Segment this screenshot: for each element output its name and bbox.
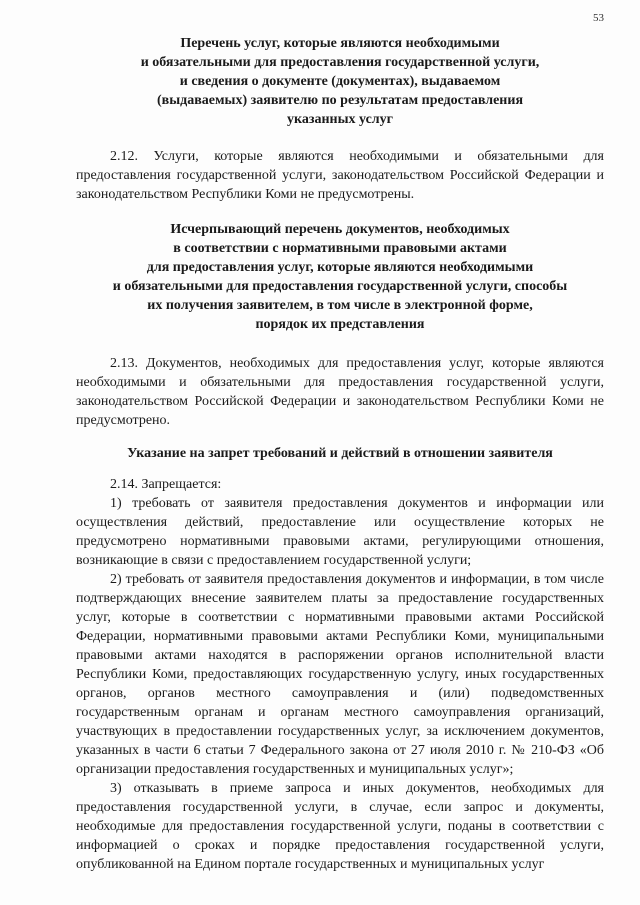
page-number: 53: [593, 12, 604, 24]
heading-line: и обязательными для предоставления государственной услуги, способы: [112, 279, 568, 294]
heading-line: и сведения о документе (документах), выдаваемом: [179, 74, 501, 89]
section-heading-services-list: [76, 34, 604, 129]
page-content: [76, 34, 604, 874]
paragraph-2-14-intro: 2.14. Запрещается:: [110, 477, 222, 492]
list-item: 3) отказывать в приеме запроса и иных документов, необходимых для предоставления государственной услуги, в случае, если запрос и документы, необходимые для предоставления государственной услуги, поданы в соответствии с информацией о сроках и порядке предоставления государственной услуги, опубликованной на Едином портале государственных и муниципальных услуг: [76, 781, 604, 872]
paragraph-2-13: 2.13. Документов, необходимых для предоставления услуг, которые являются необходимыми и обязательными для предоставления государственной услуги, законодательством Российской Федерации и законодательством Республики Коми не предусмотрено.: [76, 356, 604, 428]
heading-line: (выдаваемых) заявителю по результатам предоставления: [156, 93, 524, 108]
heading-line: порядок их представления: [255, 317, 425, 332]
section-heading-documents-list: [76, 220, 604, 334]
heading-line: для предоставления услуг, которые являются необходимыми: [146, 260, 534, 275]
heading-line: в соответствии с нормативными правовыми актами: [173, 241, 507, 256]
heading-line: Исчерпывающий перечень документов, необходимых: [170, 222, 510, 237]
paragraph-2-12: 2.12. Услуги, которые являются необходимыми и обязательными для предоставления государственной услуги, законодательством Российской Федерации и законодательством Республики Коми не предусмотрены.: [76, 149, 604, 202]
section-heading-prohibitions: Указание на запрет требований и действий в отношении заявителя: [127, 446, 553, 461]
list-item: 2) требовать от заявителя предоставления документов и информации, в том числе подтверждающих внесение заявителем платы за предоставление государственных услуг, которые в соответствии с нормативными правовыми актами Российской Федерации, нормативными правовыми актами Республики Коми, муниципальными правовыми актами находятся в распоряжении органов исполнительной власти Республики Коми, предоставляющих государственную услугу, иных государственных органов, органов местного самоуправления и (или) подведомственных государственным органам и органам местного самоуправления организаций, участвующих в предоставлении государственных услуг, за исключением документов, указанных в части 6 статьи 7 Федерального закона от 27 июля 2010 г. № 210-ФЗ «Об организации предоставления государственных и муниципальных услуг»;: [76, 572, 604, 777]
heading-line: их получения заявителем, в том числе в электронной форме,: [147, 298, 533, 313]
list-item: 1) требовать от заявителя предоставления документов и информации или осуществления действий, предоставление или осуществление которых не предусмотрено нормативными правовыми актами, регулирующими отношения, возникающие в связи с предоставлением государственной услуги;: [76, 496, 604, 568]
heading-line: указанных услуг: [286, 112, 394, 127]
heading-line: Перечень услуг, которые являются необходимыми: [180, 36, 500, 51]
heading-line: и обязательными для предоставления государственной услуги,: [140, 55, 540, 70]
